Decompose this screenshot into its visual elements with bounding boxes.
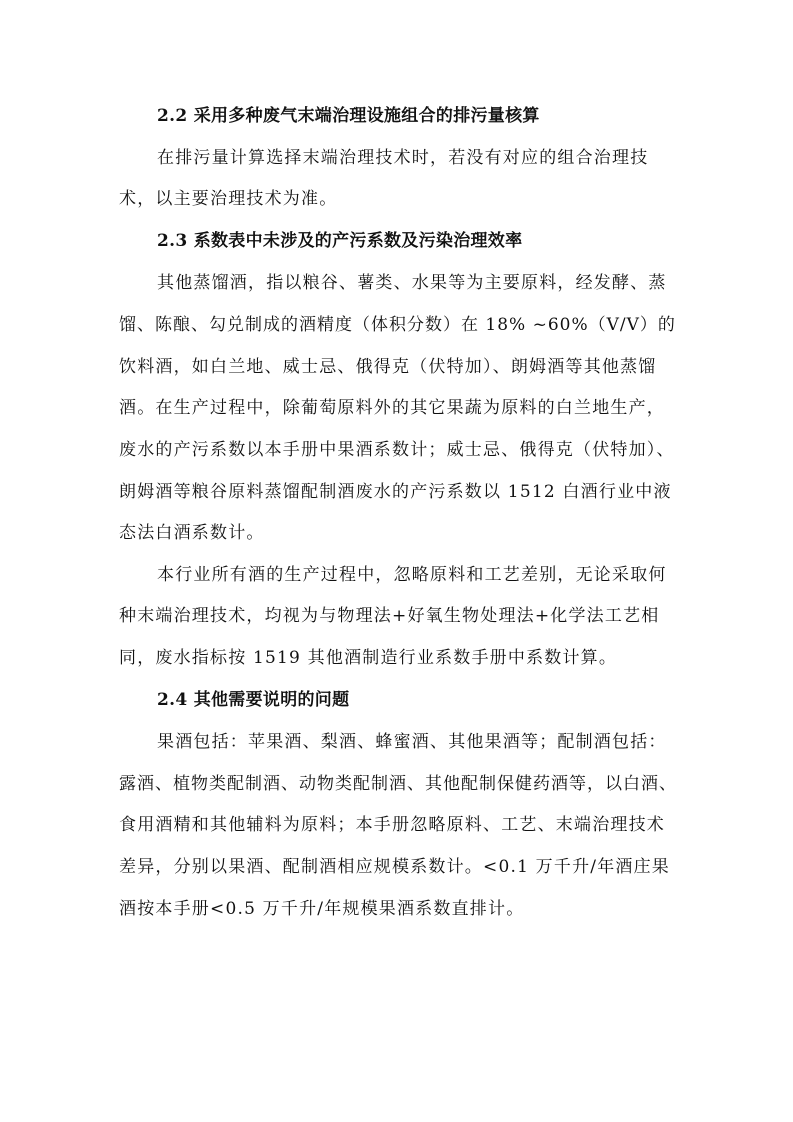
paragraph-line: 本行业所有酒的生产过程中，忽略原料和工艺差别，无论采取何	[157, 565, 667, 585]
paragraph-line: 其他蒸馏酒，指以粮谷、薯类、水果等为主要原料，经发酵、蒸	[157, 273, 667, 293]
paragraph-line: 朗姆酒等粮谷原料蒸馏配制酒废水的产污系数以 1512 白酒行业中液	[119, 482, 672, 502]
paragraph-line: 露酒、植物类配制酒、动物类配制酒、其他配制保健药酒等，以白酒、	[119, 774, 677, 794]
section-heading-2-2: 2.2 采用多种废气末端治理设施组合的排污量核算	[157, 106, 540, 126]
paragraph-line: 种末端治理技术，均视为与物理法+好氧生物处理法+化学法工艺相	[119, 606, 660, 626]
paragraph-line: 果酒包括：苹果酒、梨酒、蜂蜜酒、其他果酒等；配制酒包括：	[157, 732, 667, 752]
paragraph-line: 酒按本手册<0.5 万千升/年规模果酒系数直排计。	[119, 899, 525, 919]
paragraph-line: 馏、陈酿、勾兑制成的酒精度（体积分数）在 18% ~60%（V/V）的	[119, 315, 676, 335]
paragraph-line: 酒。在生产过程中，除葡萄原料外的其它果蔬为原料的白兰地生产，	[119, 398, 665, 418]
paragraph-line: 态法白酒系数计。	[119, 523, 265, 543]
section-heading-2-3: 2.3 系数表中未涉及的产污系数及污染治理效率	[157, 231, 523, 251]
paragraph-line: 在排污量计算选择末端治理技术时，若没有对应的组合治理技	[157, 148, 649, 168]
paragraph-line: 同，废水指标按 1519 其他酒制造行业系数手册中系数计算。	[119, 648, 618, 668]
paragraph-line: 饮料酒，如白兰地、威士忌、俄得克（伏特加）、朗姆酒等其他蒸馏	[119, 357, 657, 377]
paragraph-line: 差异，分别以果酒、配制酒相应规模系数计。<0.1 万千升/年酒庄果	[119, 857, 671, 877]
paragraph-line: 废水的产污系数以本手册中果酒系数计；威士忌、俄得克（伏特加）、	[119, 440, 675, 460]
paragraph-line: 术，以主要治理技术为准。	[119, 189, 338, 209]
section-heading-2-4: 2.4 其他需要说明的问题	[157, 690, 350, 710]
paragraph-line: 食用酒精和其他辅料为原料；本手册忽略原料、工艺、末端治理技术	[119, 815, 665, 835]
